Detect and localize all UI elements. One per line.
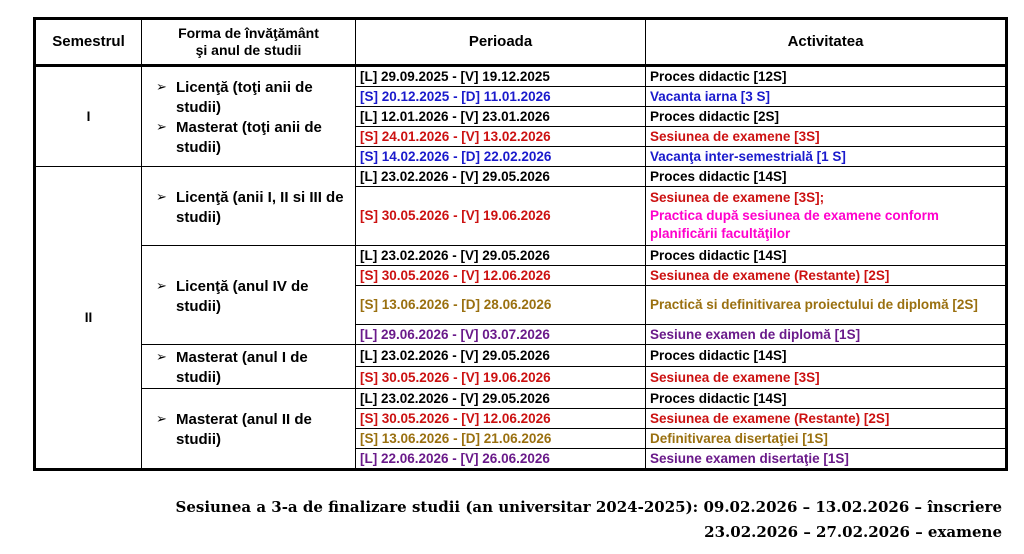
table-row — [35, 167, 1007, 187]
program-cell — [142, 66, 356, 167]
program-item: ➢ Masterat (anul II de studii) — [146, 410, 351, 450]
semester-label: II — [35, 167, 142, 470]
header-activitatea: Activitatea — [646, 19, 1007, 66]
program-item: ➢ Masterat (anul I de studii) — [146, 348, 351, 388]
activity-cell: Proces didactic [12S] — [646, 66, 1007, 87]
period-cell: [S] 30.05.2026 - [V] 12.06.2026 — [356, 409, 646, 429]
header-semestrul: Semestrul — [35, 19, 142, 66]
period-cell: [L] 23.02.2026 - [V] 29.05.2026 — [356, 389, 646, 409]
program-item: ➢ Masterat (toţi anii de studii) — [146, 118, 351, 158]
header-forma: Forma de învăţământ şi anul de studii — [142, 19, 356, 66]
period-cell: [L] 22.06.2026 - [V] 26.06.2026 — [356, 449, 646, 470]
table-row — [35, 389, 1007, 409]
period-cell: [S] 30.05.2026 - [V] 19.06.2026 — [356, 187, 646, 246]
program-cell — [142, 345, 356, 389]
program-item: ➢ Licenţă (anul IV de studii) — [146, 277, 351, 317]
activity-cell: Sesiune examen disertaţie [1S] — [646, 449, 1007, 470]
header-row — [35, 19, 1007, 66]
program-cell — [142, 389, 356, 470]
period-cell: [S] 24.01.2026 - [V] 13.02.2026 — [356, 127, 646, 147]
period-cell: [L] 23.02.2026 - [V] 29.05.2026 — [356, 345, 646, 367]
period-cell: [S] 13.06.2026 - [D] 21.06.2026 — [356, 429, 646, 449]
activity-cell: Sesiunea de examene [3S] — [646, 127, 1007, 147]
activity-cell: Definitivarea disertaţiei [1S] — [646, 429, 1007, 449]
period-cell: [S] 20.12.2025 - [D] 11.01.2026 — [356, 87, 646, 107]
table-row — [35, 66, 1007, 87]
activity-cell: Sesiunea de examene [3S] — [646, 367, 1007, 389]
activity-cell: Proces didactic [14S] — [646, 246, 1007, 266]
period-cell: [S] 30.05.2026 - [V] 19.06.2026 — [356, 367, 646, 389]
period-cell: [S] 13.06.2026 - [D] 28.06.2026 — [356, 286, 646, 325]
activity-cell: Vacanţa inter-semestrială [1 S] — [646, 147, 1007, 167]
period-cell: [S] 30.05.2026 - [V] 12.06.2026 — [356, 266, 646, 286]
activity-cell: Proces didactic [2S] — [646, 107, 1007, 127]
period-cell: [L] 23.02.2026 - [V] 29.05.2026 — [356, 167, 646, 187]
program-item: ➢ Licenţă (toţi anii de studii) — [146, 78, 351, 118]
footer-line-2: 23.02.2026 – 27.02.2026 – examene — [704, 523, 1002, 541]
table-row — [35, 246, 1007, 266]
activity-cell: Sesiunea de examene (Restante) [2S] — [646, 266, 1007, 286]
activity-cell: Sesiunea de examene (Restante) [2S] — [646, 409, 1007, 429]
program-item: ➢ Licenţă (anii I, II si III de studii) — [146, 188, 351, 228]
activity-cell: Proces didactic [14S] — [646, 345, 1007, 367]
footer-line-1: Sesiunea a 3-a de finalizare studii (an universitar 2024-2025): 09.02.2026 – 13.02.2026 – înscriere — [175, 498, 1002, 516]
program-cell — [142, 246, 356, 345]
header-perioada: Perioada — [356, 19, 646, 66]
activity-cell: Vacanta iarna [3 S] — [646, 87, 1007, 107]
period-cell: [L] 29.06.2026 - [V] 03.07.2026 — [356, 325, 646, 345]
period-cell: [L] 29.09.2025 - [V] 19.12.2025 — [356, 66, 646, 87]
semester-label: I — [35, 66, 142, 167]
period-cell: [S] 14.02.2026 - [D] 22.02.2026 — [356, 147, 646, 167]
activity-note: Practica după sesiunea de examene conform planificării facultăţilor — [650, 208, 939, 241]
activity-cell: Proces didactic [14S] — [646, 167, 1007, 187]
calendar-table — [33, 17, 1008, 471]
period-cell: [L] 12.01.2026 - [V] 23.01.2026 — [356, 107, 646, 127]
period-cell: [L] 23.02.2026 - [V] 29.05.2026 — [356, 246, 646, 266]
activity-cell: Practică si definitivarea proiectului de diplomă [2S] — [646, 286, 1007, 325]
program-cell — [142, 167, 356, 246]
activity-cell: Proces didactic [14S] — [646, 389, 1007, 409]
activity-cell: Sesiune examen de diplomă [1S] — [646, 325, 1007, 345]
table-row — [35, 345, 1007, 367]
activity-cell: Sesiunea de examene [3S]; Practica după sesiunea de examene conform planificării facultăţilor — [646, 187, 1007, 246]
